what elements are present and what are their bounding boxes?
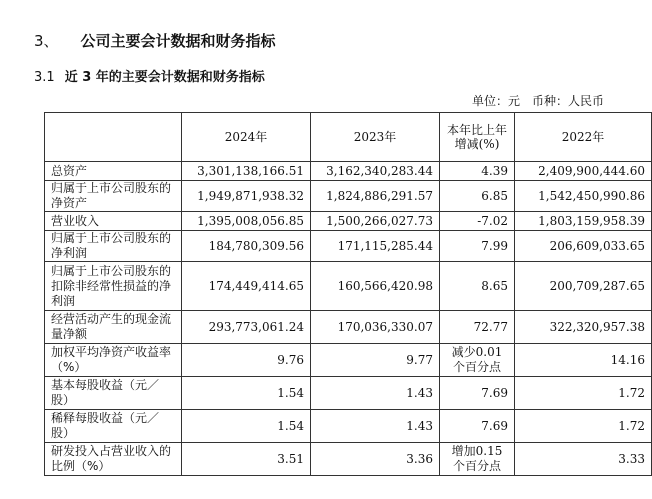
cell-2024: 1,949,871,938.32: [182, 181, 311, 212]
header-cell: 本年比上年增减(%): [440, 113, 515, 162]
table-header-row: [45, 113, 652, 162]
table-row: [45, 262, 652, 311]
cell-2024: 1.54: [182, 377, 311, 410]
cell-2023: 160,566,420.98: [311, 262, 440, 311]
cell-2022: 1,803,159,958.39: [515, 212, 652, 231]
financial-indicators-table: [44, 112, 652, 476]
cell-2022: 3.33: [515, 443, 652, 476]
table-row: [45, 410, 652, 443]
cell-change: 8.65: [440, 262, 515, 311]
cell-2022: 1.72: [515, 410, 652, 443]
cell-2023: 1.43: [311, 377, 440, 410]
row-label: 经营活动产生的现金流量净额: [45, 311, 182, 344]
unit-line: [460, 92, 604, 109]
cell-2023: 171,115,285.44: [311, 231, 440, 262]
cell-change: -7.02: [440, 212, 515, 231]
table-row: [45, 162, 652, 181]
cell-change: 7.69: [440, 410, 515, 443]
cell-2023: 1,500,266,027.73: [311, 212, 440, 231]
cell-2022: 200,709,287.65: [515, 262, 652, 311]
cell-2024: 3,301,138,166.51: [182, 162, 311, 181]
cell-change: 7.69: [440, 377, 515, 410]
section-number: 3、: [34, 32, 59, 50]
cell-2023: 3.36: [311, 443, 440, 476]
subsection-number: 3.1: [34, 70, 55, 85]
cell-2023: 1,824,886,291.57: [311, 181, 440, 212]
section-title: 公司主要会计数据和财务指标: [80, 32, 276, 50]
table-row: [45, 181, 652, 212]
cell-2022: 14.16: [515, 344, 652, 377]
table-row: [45, 344, 652, 377]
row-label: 加权平均净资产收益率（%）: [45, 344, 182, 377]
row-label: 归属于上市公司股东的净利润: [45, 231, 182, 262]
cell-2023: 3,162,340,283.44: [311, 162, 440, 181]
cell-change: 7.99: [440, 231, 515, 262]
cell-2024: 184,780,309.56: [182, 231, 311, 262]
table-row: [45, 212, 652, 231]
cell-2022: 1,542,450,990.86: [515, 181, 652, 212]
row-label: 研发投入占营业收入的比例（%）: [45, 443, 182, 476]
header-cell: [45, 113, 182, 162]
unit-label: 单位：元: [471, 94, 520, 108]
cell-change: 减少0.01个百分点: [440, 344, 515, 377]
cell-2022: 2,409,900,444.60: [515, 162, 652, 181]
section-heading: [34, 30, 276, 51]
cell-2024: 9.76: [182, 344, 311, 377]
table-row: [45, 311, 652, 344]
row-label: 总资产: [45, 162, 182, 181]
table-row: [45, 231, 652, 262]
cell-change: 4.39: [440, 162, 515, 181]
cell-2024: 293,773,061.24: [182, 311, 311, 344]
cell-change: 增加0.15个百分点: [440, 443, 515, 476]
header-cell: 2022年: [515, 113, 652, 162]
table-row: [45, 443, 652, 476]
cell-2024: 3.51: [182, 443, 311, 476]
subsection-heading: [34, 66, 265, 85]
row-label: 归属于上市公司股东的扣除非经常性损益的净利润: [45, 262, 182, 311]
cell-2022: 206,609,033.65: [515, 231, 652, 262]
row-label: 稀释每股收益（元／股）: [45, 410, 182, 443]
row-label: 归属于上市公司股东的净资产: [45, 181, 182, 212]
cell-2023: 1.43: [311, 410, 440, 443]
header-cell: 2024年: [182, 113, 311, 162]
header-cell: 2023年: [311, 113, 440, 162]
subsection-title: 近 3 年的主要会计数据和财务指标: [64, 70, 265, 85]
table-row: [45, 377, 652, 410]
cell-2024: 1,395,008,056.85: [182, 212, 311, 231]
cell-2023: 9.77: [311, 344, 440, 377]
cell-2024: 1.54: [182, 410, 311, 443]
cell-change: 6.85: [440, 181, 515, 212]
cell-change: 72.77: [440, 311, 515, 344]
row-label: 基本每股收益（元／股）: [45, 377, 182, 410]
cell-2022: 322,320,957.38: [515, 311, 652, 344]
currency-label: 币种：人民币: [531, 94, 604, 108]
cell-2023: 170,036,330.07: [311, 311, 440, 344]
cell-2024: 174,449,414.65: [182, 262, 311, 311]
cell-2022: 1.72: [515, 377, 652, 410]
row-label: 营业收入: [45, 212, 182, 231]
